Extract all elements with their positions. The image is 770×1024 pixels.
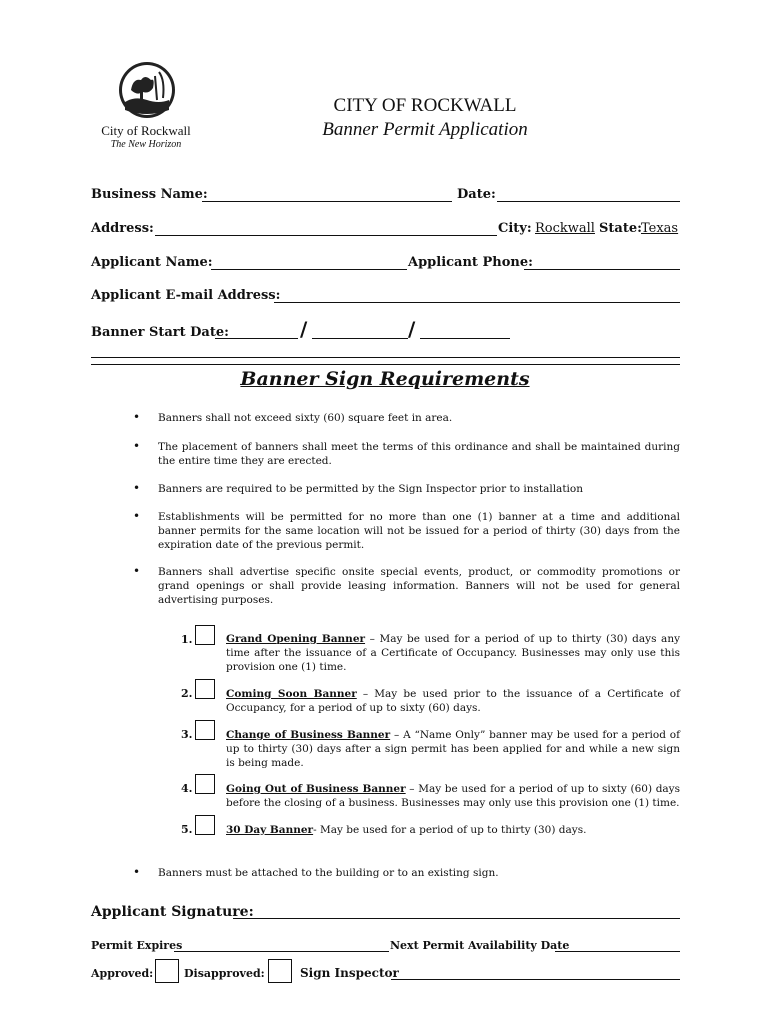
logo-tagline: The New Horizon	[110, 139, 182, 150]
approved-label: Approved:	[91, 967, 154, 980]
option-number: 4.	[181, 782, 193, 795]
requirement-item: Banners shall not exceed sixty (60) square feet in area.	[158, 412, 453, 424]
option-number: 1.	[181, 633, 193, 646]
bullet-dot: •	[133, 865, 141, 879]
start-date-year-field[interactable]	[420, 338, 510, 339]
start-date-month-field[interactable]	[215, 338, 298, 339]
requirement-item: Establishments will be permitted for no more than one (1) banner at a time and additional banner permits for the same location will not be issued for a period of thirty (30) days from the expiration date of the previous permit.	[158, 511, 680, 551]
permit-expires-label: Permit Expires	[91, 939, 183, 952]
city-seal-icon	[95, 60, 200, 130]
address-field[interactable]	[155, 235, 497, 236]
applicant-phone-field[interactable]	[524, 269, 680, 270]
option-change-of-business: Change of Business Banner – A “Name Only” banner may be used for a period of up to thirty (30) days after a sign permit has been applied for and while a new sign is being made.	[226, 729, 680, 769]
next-permit-label: Next Permit Availability Date	[390, 939, 570, 952]
option-going-out-of-business: Going Out of Business Banner – May be used for a period of up to sixty (60) days before the closing of a business. Businesses may only use this provision one (1) time.	[226, 783, 681, 809]
option-number: 2.	[181, 687, 193, 700]
change-of-business-checkbox[interactable]	[195, 720, 215, 740]
signature-field[interactable]	[233, 918, 680, 919]
date-separator: /	[408, 317, 416, 341]
business-name-field[interactable]	[202, 201, 452, 202]
bullet-dot: •	[133, 439, 141, 453]
start-date-day-field[interactable]	[312, 338, 408, 339]
start-date-label: Banner Start Date:	[91, 325, 229, 340]
city-value: Rockwall	[535, 221, 595, 236]
applicant-phone-label: Applicant Phone:	[408, 255, 533, 270]
inspector-label: Sign Inspector	[300, 966, 399, 980]
next-permit-field[interactable]	[555, 951, 680, 952]
applicant-name-field[interactable]	[211, 269, 407, 270]
date-label: Date:	[457, 187, 496, 202]
bullet-dot: •	[133, 481, 141, 495]
option-thirty-day: 30 Day Banner- May be used for a period of up to thirty (30) days.	[226, 824, 587, 836]
permit-expires-field[interactable]	[174, 951, 389, 952]
disapproved-label: Disapproved:	[184, 967, 265, 980]
approved-checkbox[interactable]	[155, 959, 179, 983]
requirement-item: Banners are required to be permitted by the Sign Inspector prior to installation	[158, 483, 583, 495]
option-grand-opening: Grand Opening Banner – May be used for a period of up to thirty (30) days any time after the issuance of a Certificate of Occupancy. Businesses may only use this provision one (1) time.	[226, 633, 681, 673]
business-name-label: Business Name:	[91, 187, 208, 202]
date-separator: /	[300, 317, 308, 341]
form-title: Banner Permit Application	[322, 119, 528, 140]
option-coming-soon: Coming Soon Banner – May be used prior to the issuance of a Certificate of Occupancy, for a period of up to sixty (60) days.	[226, 688, 680, 714]
option-number: 5.	[181, 823, 193, 836]
signature-label: Applicant Signature:	[91, 904, 254, 920]
disapproved-checkbox[interactable]	[268, 959, 292, 983]
option-number: 3.	[181, 728, 193, 741]
requirements-title: Banner Sign Requirements	[240, 368, 530, 390]
email-label: Applicant E-mail Address:	[91, 288, 281, 303]
address-label: Address:	[91, 221, 154, 236]
requirement-item: Banners must be attached to the building or to an existing sign.	[158, 867, 499, 879]
requirement-item: Banners shall advertise specific onsite special events, product, or commodity promotions or grand openings or shall provide leasing information. Banners will not be used for general advertising purposes.	[158, 566, 680, 606]
city-label: City:	[498, 221, 532, 236]
inspector-signature-field[interactable]	[391, 979, 680, 980]
coming-soon-checkbox[interactable]	[195, 679, 215, 699]
email-field[interactable]	[274, 302, 680, 303]
state-label: State:	[599, 221, 642, 236]
divider	[91, 357, 680, 358]
bullet-dot: •	[133, 509, 141, 523]
state-value: Texas	[641, 221, 679, 236]
requirement-item: The placement of banners shall meet the terms of this ordinance and shall be maintained during the entire time they are erected.	[158, 441, 680, 467]
date-field[interactable]	[497, 201, 680, 202]
bullet-dot: •	[133, 564, 141, 578]
logo-city-name: City of Rockwall	[101, 123, 191, 138]
divider	[91, 364, 680, 365]
city-heading: CITY OF ROCKWALL	[333, 95, 517, 116]
thirty-day-checkbox[interactable]	[195, 815, 215, 835]
grand-opening-checkbox[interactable]	[195, 625, 215, 645]
bullet-dot: •	[133, 410, 141, 424]
applicant-name-label: Applicant Name:	[91, 255, 213, 270]
going-out-of-business-checkbox[interactable]	[195, 774, 215, 794]
